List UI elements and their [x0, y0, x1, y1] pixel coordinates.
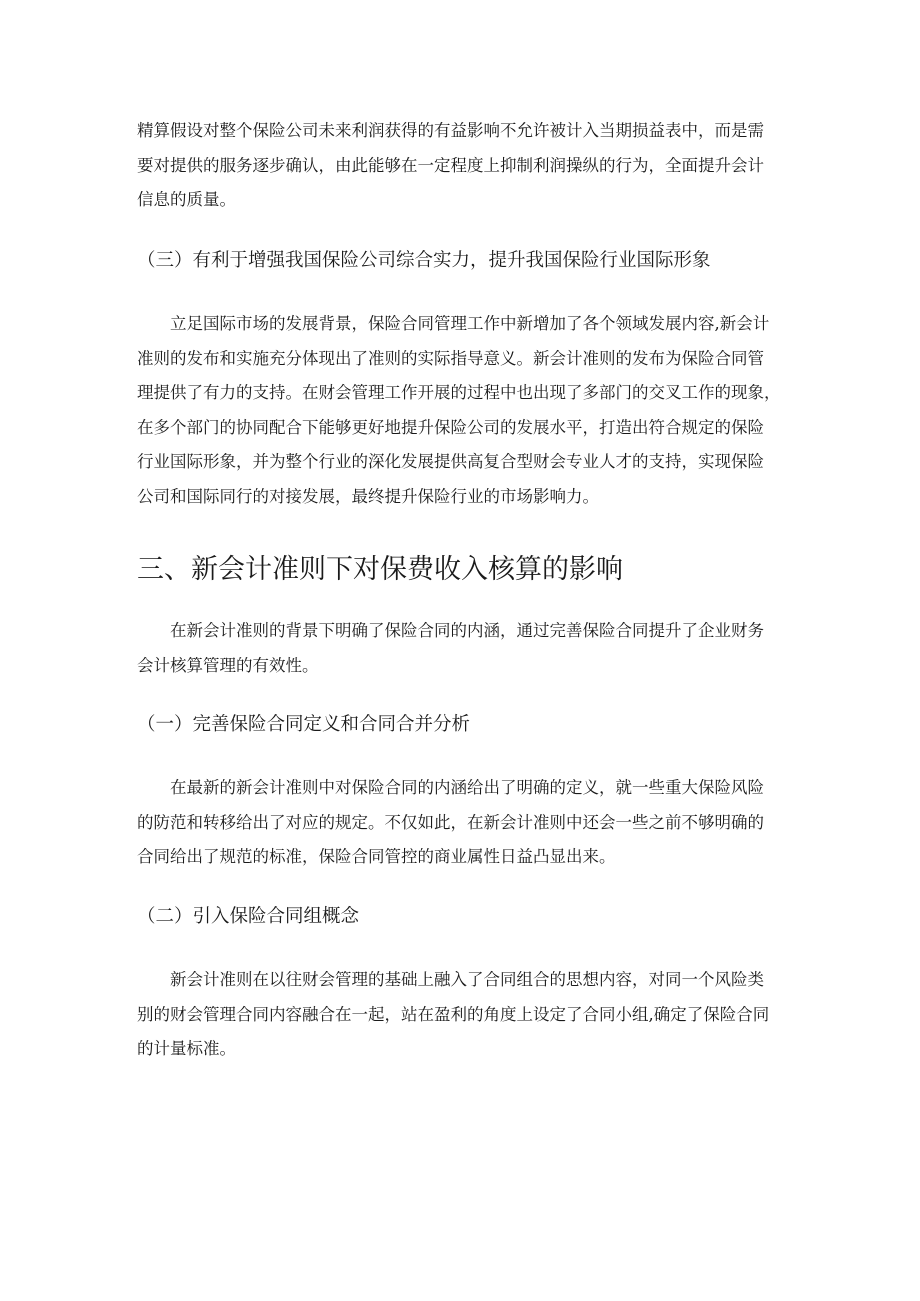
subheading-3: （三）有利于增强我国保险公司综合实力，提升我国保险行业国际形象: [137, 250, 711, 271]
text-line: 行业国际形象，并为整个行业的深化发展提供高复合型财会专业人才的支持，实现保险: [137, 452, 764, 471]
subheading-2: （二）引入保险合同组概念: [137, 906, 360, 927]
text-line: 合同给出了规范的标准，保险合同管控的商业属性日益凸显出来。: [137, 847, 616, 866]
text-line: 公司和国际同行的对接发展，最终提升保险行业的市场影响力。: [137, 486, 599, 506]
text-line: 信息的质量。: [137, 190, 236, 209]
text-line: 在多个部门的协同配合下能够更好地提升保险公司的发展水平，打造出符合规定的保险: [137, 417, 764, 437]
text-line: 会计核算管理的有效性。: [137, 655, 319, 675]
subheading-1: （一）完善保险合同定义和合同合并分析: [137, 714, 471, 735]
section-title: 三、新会计准则下对保费收入核算的影响: [137, 554, 623, 585]
text-line: 新会计准则在以往财会管理的基础上融入了合同组合的思想内容，对同一个风险类: [170, 970, 764, 989]
text-line: 准则的发布和实施充分体现出了准则的实际指导意义。新会计准则的发布为保险合同管: [137, 348, 764, 368]
text-line: 精算假设对整个保险公司未来利润获得的有益影响不允许被计入当期损益表中，而是需: [137, 121, 764, 140]
paragraph-section-intro: [137, 614, 805, 683]
text-line: 要对提供的服务逐步确认，由此能够在一定程度上抑制利润操纵的行为，全面提升会计: [137, 155, 764, 175]
text-line: 的防范和转移给出了对应的规定。不仅如此，在新会计准则中还会一些之前不够明确的: [137, 812, 764, 832]
text-line: 理提供了有力的支持。在财会管理工作开展的过程中也出现了多部门的交叉工作的现象，: [137, 383, 781, 402]
paragraph-contract-definition: [137, 771, 805, 875]
text-line: 别的财会管理合同内容融合在一起，站在盈利的角度上设定了合同小组,确定了保险合同: [137, 1004, 770, 1024]
text-line: 在最新的新会计准则中对保险合同的内涵给出了明确的定义，就一些重大保险风险: [170, 778, 764, 797]
paragraph-profit-impact: [137, 114, 805, 218]
text-line: 的计量标准。: [137, 1039, 236, 1058]
paragraph-international-image: [137, 307, 805, 514]
text-line: 立足国际市场的发展背景，保险合同管理工作中新增加了各个领域发展内容,新会计: [170, 314, 770, 333]
text-line: 在新会计准则的背景下明确了保险合同的内涵，通过完善保险合同提升了企业财务: [170, 621, 764, 640]
paragraph-contract-group: [137, 963, 805, 1067]
